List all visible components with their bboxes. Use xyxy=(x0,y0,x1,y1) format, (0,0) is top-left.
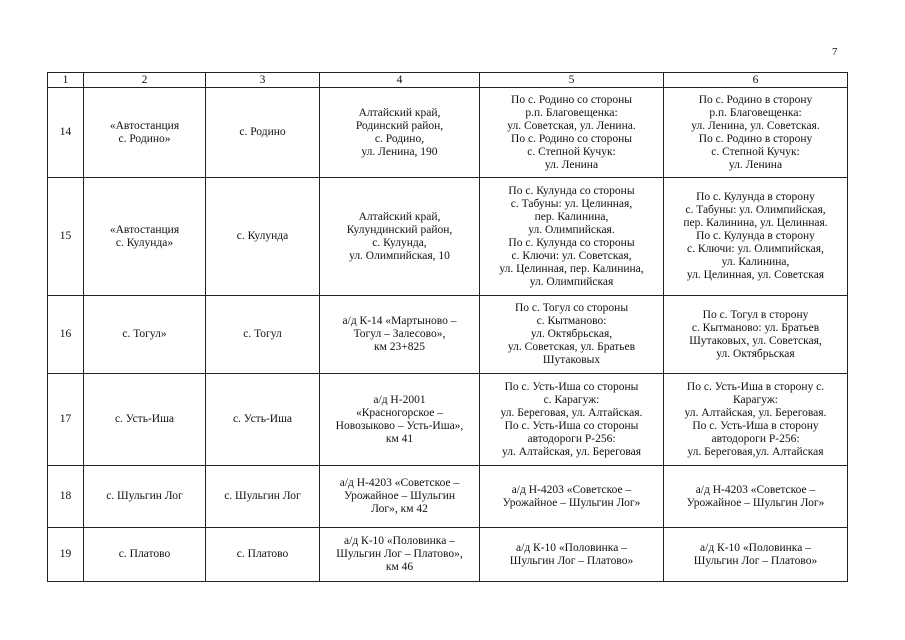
cell-line: По с. Родино со стороны xyxy=(511,93,632,106)
cell-line: ул. Береговая,ул. Алтайская xyxy=(687,445,824,458)
cell-line: р.п. Благовещенка: xyxy=(709,106,802,119)
locality-cell xyxy=(206,296,320,374)
cell-line: автодороги Р-256: xyxy=(527,432,616,445)
cell-line: с. Кытманово: xyxy=(536,315,607,327)
cell-line: а/д К-14 «Мартыново – xyxy=(342,315,457,327)
cell-line: а/д К-10 «Половинка – xyxy=(344,535,455,547)
route-from-cell xyxy=(480,466,664,528)
locality-cell xyxy=(206,88,320,178)
cell-line: ул. Береговая, ул. Алтайская. xyxy=(500,406,643,419)
cell-line: км 23+825 xyxy=(374,341,425,353)
cell-line: с. Тогул» xyxy=(122,328,167,340)
cell-line: км 41 xyxy=(385,432,414,445)
cell-line: Родинский район, xyxy=(355,119,444,132)
route-from-cell xyxy=(480,296,664,374)
route-from-cell xyxy=(480,528,664,582)
cell-line: с. Шульгин Лог xyxy=(106,490,183,502)
cell-line: ул. Целинная, ул. Советская xyxy=(686,269,825,281)
cell-line: По с. Родино со стороны xyxy=(511,132,632,145)
route-to-cell xyxy=(664,296,848,374)
cell-line: По с. Кулунда со стороны xyxy=(508,236,635,249)
route-from-cell xyxy=(480,374,664,466)
cell-line: Шульгин Лог – Платово» xyxy=(509,554,634,567)
page-number: 7 xyxy=(832,46,838,58)
cell-line: Алтайский край, xyxy=(358,106,441,119)
cell-line: Урожайное – Шульгин Лог» xyxy=(686,496,825,509)
table-row xyxy=(48,88,848,178)
locality-cell xyxy=(206,374,320,466)
table-row xyxy=(48,178,848,296)
header-row xyxy=(48,73,848,88)
cell-line: а/д Н-4203 «Советское – xyxy=(511,483,632,496)
cell-line: ул. Олимпийская, 10 xyxy=(349,249,450,262)
cell-line: ул. Октябрьская xyxy=(716,347,795,360)
cell-line: Тогул – Залесово», xyxy=(353,328,446,340)
header-cell: 2 xyxy=(84,73,206,88)
row-number-cell: 14 xyxy=(48,88,84,178)
cell-line: ул. Олимпийская xyxy=(529,275,614,288)
cell-line: ул. Ленина xyxy=(544,158,599,171)
cell-line: По с. Родино в сторону xyxy=(698,93,813,106)
cell-line: Алтайский край, xyxy=(358,210,441,223)
cell-line: а/д К-10 «Половинка – xyxy=(700,541,811,554)
cell-line: ул. Олимпийская. xyxy=(528,223,615,236)
header-cell: 1 xyxy=(48,73,84,88)
header-cell: 5 xyxy=(480,73,664,88)
row-number-cell: 16 xyxy=(48,296,84,374)
row-number-cell: 15 xyxy=(48,178,84,296)
cell-line: с. Ключи: ул. Советская, xyxy=(511,249,632,262)
cell-line: с. Родино» xyxy=(118,132,171,145)
locality-cell xyxy=(206,466,320,528)
cell-line: По с. Тогул в сторону xyxy=(702,308,809,321)
address-cell xyxy=(320,296,480,374)
cell-line: ул. Ленина, ул. Советская. xyxy=(691,119,820,132)
cell-line: Шульгин Лог – Платово» xyxy=(693,554,818,567)
route-to-cell xyxy=(664,374,848,466)
cell-line: а/д Н-4203 «Советское – xyxy=(695,483,816,496)
stop-name-cell xyxy=(84,88,206,178)
row-number-cell: 17 xyxy=(48,374,84,466)
cell-line: «Автостанция xyxy=(109,223,180,236)
address-cell xyxy=(320,466,480,528)
cell-line: с. Усть-Иша xyxy=(232,413,293,425)
cell-line: Урожайное – Шульгин Лог» xyxy=(502,496,641,509)
cell-line: пер. Калинина, xyxy=(534,210,609,223)
cell-line: ул. Калинина, xyxy=(721,256,790,268)
cell-line: с. Кулунда» xyxy=(115,236,174,249)
cell-line: с. Усть-Иша xyxy=(114,413,175,425)
locality-cell xyxy=(206,528,320,582)
cell-line: По с. Усть-Иша со стороны xyxy=(504,380,639,393)
cell-line: с. Ключи: ул. Олимпийская, xyxy=(687,243,824,255)
cell-line: а/д Н-4203 «Советское – xyxy=(339,477,460,489)
table-row xyxy=(48,296,848,374)
locality-cell xyxy=(206,178,320,296)
cell-line: с. Табуны: ул. Олимпийская, xyxy=(685,204,826,216)
cell-line: ул. Алтайская, ул. Береговая. xyxy=(684,406,827,419)
cell-line: Шутаковых, ул. Советская, xyxy=(689,334,822,347)
cell-line: с. Табуны: ул. Целинная, xyxy=(510,197,633,210)
cell-line: с. Платово xyxy=(236,548,289,560)
row-number-cell: 19 xyxy=(48,528,84,582)
cell-line: ул. Советская, ул. Братьев xyxy=(507,341,636,353)
table-row xyxy=(48,466,848,528)
cell-line: ул. Советская, ул. Ленина. xyxy=(507,119,636,132)
stop-name-cell xyxy=(84,374,206,466)
route-to-cell xyxy=(664,466,848,528)
cell-line: а/д Н-2001 xyxy=(373,393,426,406)
cell-line: По с. Кулунда в сторону xyxy=(696,230,815,242)
header-cell: 6 xyxy=(664,73,848,88)
stops-table xyxy=(47,72,848,582)
cell-line: Лог», км 42 xyxy=(371,503,428,515)
route-from-cell xyxy=(480,178,664,296)
cell-line: ул. Ленина, 190 xyxy=(361,145,438,158)
cell-line: По с. Усть-Иша в сторону с. xyxy=(686,380,825,393)
table-row xyxy=(48,374,848,466)
cell-line: Шульгин Лог – Платово», xyxy=(336,548,463,560)
cell-line: с. Кытманово: ул. Братьев xyxy=(691,321,820,334)
cell-line: с. Кулунда, xyxy=(372,236,427,249)
cell-line: с. Карагуж: xyxy=(543,393,600,406)
cell-line: автодороги Р-256: xyxy=(711,432,800,445)
cell-line: По с. Усть-Иша в сторону xyxy=(692,419,819,432)
cell-line: Карагуж: xyxy=(733,393,778,406)
stop-name-cell xyxy=(84,296,206,374)
cell-line: км 46 xyxy=(385,561,414,573)
header-cell: 3 xyxy=(206,73,320,88)
cell-line: Кулундинский район, xyxy=(346,223,453,236)
cell-line: «Автостанция xyxy=(109,119,180,132)
cell-line: По с. Тогул со стороны xyxy=(514,302,629,314)
cell-line: р.п. Благовещенка: xyxy=(525,106,618,119)
cell-line: с. Платово xyxy=(118,548,171,560)
stop-name-cell xyxy=(84,528,206,582)
cell-line: ул. Целинная, пер. Калинина, xyxy=(499,262,644,275)
address-cell xyxy=(320,88,480,178)
table-row xyxy=(48,528,848,582)
route-to-cell xyxy=(664,178,848,296)
stop-name-cell xyxy=(84,466,206,528)
cell-line: ул. Ленина xyxy=(728,158,783,171)
cell-line: а/д К-10 «Половинка – xyxy=(516,541,627,554)
stop-name-cell xyxy=(84,178,206,296)
cell-line: Шутаковых xyxy=(542,354,601,366)
cell-line: Урожайное – Шульгин xyxy=(343,490,456,502)
header-cell: 4 xyxy=(320,73,480,88)
cell-line: По с. Кулунда в сторону xyxy=(696,191,815,203)
address-cell xyxy=(320,528,480,582)
address-cell xyxy=(320,374,480,466)
cell-line: По с. Родино в сторону xyxy=(698,132,813,145)
cell-line: Новозыково – Усть-Иша», xyxy=(335,419,464,432)
cell-line: с. Кулунда xyxy=(236,230,289,242)
address-cell xyxy=(320,178,480,296)
cell-line: пер. Калинина, ул. Целинная. xyxy=(683,217,828,229)
cell-line: с. Степной Кучук: xyxy=(711,145,800,158)
cell-line: с. Родино xyxy=(239,126,286,138)
cell-line: «Красногорское – xyxy=(356,406,443,419)
route-to-cell xyxy=(664,528,848,582)
cell-line: с. Родино, xyxy=(374,132,425,145)
cell-line: с. Степной Кучук: xyxy=(527,145,616,158)
cell-line: с. Тогул xyxy=(243,328,282,340)
route-from-cell xyxy=(480,88,664,178)
cell-line: с. Шульгин Лог xyxy=(224,490,301,502)
cell-line: По с. Усть-Иша со стороны xyxy=(504,419,639,432)
cell-line: ул. Алтайская, ул. Береговая xyxy=(501,445,641,458)
row-number-cell: 18 xyxy=(48,466,84,528)
route-to-cell xyxy=(664,88,848,178)
cell-line: По с. Кулунда со стороны xyxy=(508,184,635,197)
cell-line: ул. Октябрьская, xyxy=(530,328,613,340)
